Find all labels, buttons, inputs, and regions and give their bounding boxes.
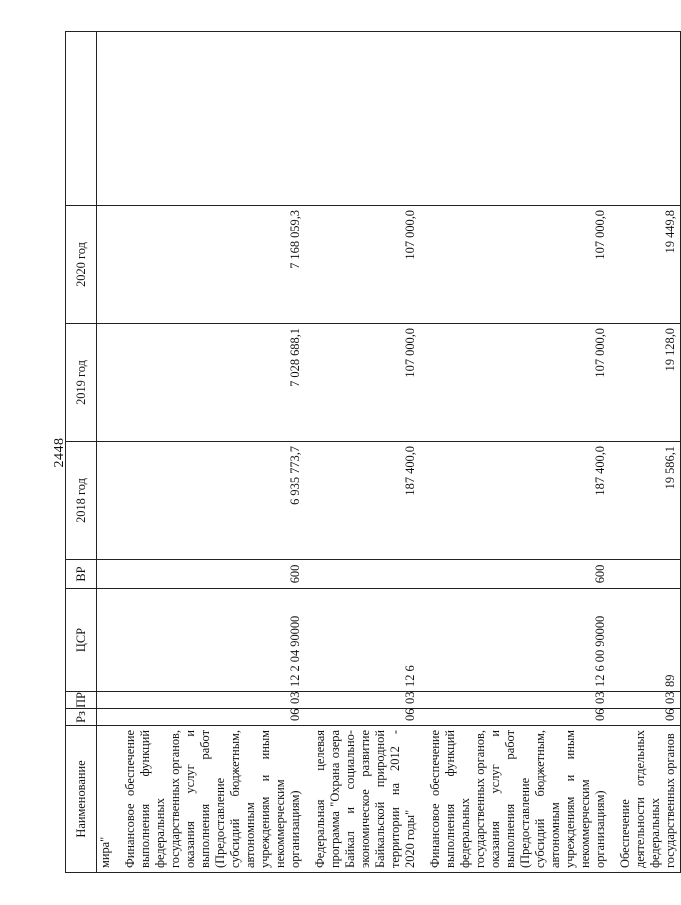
row-csr xyxy=(97,589,116,692)
row-2019 xyxy=(97,324,116,442)
header-csr: ЦСР xyxy=(66,589,97,692)
row-2020: 107 000,0 xyxy=(426,206,610,324)
row-name: Федеральная целевая программа "Охрана озера Байкал и социально-экономическое развитие Байкальской природной территории на 2012 - 2020 годы" xyxy=(311,726,420,873)
row-2019: 19 128,0 xyxy=(616,324,681,442)
table-row xyxy=(121,32,305,873)
row-spacer xyxy=(426,32,610,206)
row-2019: 107 000,0 xyxy=(311,324,420,442)
header-pr: ПР xyxy=(66,692,97,709)
row-vr xyxy=(616,560,681,589)
header-vr: ВР xyxy=(66,560,97,589)
row-2018: 19 586,1 xyxy=(616,442,681,560)
table-row xyxy=(426,32,610,873)
row-2020: 7 168 059,3 xyxy=(121,206,305,324)
row-rz: 06 xyxy=(426,709,610,726)
row-pr xyxy=(97,692,116,709)
row-pr: 03 xyxy=(616,692,681,709)
row-pr: 03 xyxy=(121,692,305,709)
header-2020: 2020 год xyxy=(66,206,97,324)
header-rz: Рз xyxy=(66,709,97,726)
row-rz: 06 xyxy=(616,709,681,726)
header-spacer xyxy=(66,32,97,206)
row-rz: 06 xyxy=(121,709,305,726)
row-vr: 600 xyxy=(121,560,305,589)
header-2019: 2019 год xyxy=(66,324,97,442)
row-name: Финансовое обеспечение выполнения функций федеральных государственных органов, оказания услуг и выполнения работ (Предоставление субсидий бюджетным, автономным учреждениям и иным некоммерческим организациям) xyxy=(121,726,305,873)
table-row xyxy=(97,32,116,873)
row-2020: 19 449,8 xyxy=(616,206,681,324)
row-spacer xyxy=(311,32,420,206)
row-2018 xyxy=(97,442,116,560)
row-spacer xyxy=(97,32,116,206)
row-vr xyxy=(97,560,116,589)
table-header-row xyxy=(66,32,97,873)
row-2020 xyxy=(97,206,116,324)
row-csr: 89 xyxy=(616,589,681,692)
row-2018: 187 400,0 xyxy=(426,442,610,560)
row-pr: 03 xyxy=(426,692,610,709)
header-2018: 2018 год xyxy=(66,442,97,560)
row-vr xyxy=(311,560,420,589)
row-2018: 6 935 773,7 xyxy=(121,442,305,560)
row-name: Финансовое обеспечение выполнения функций федеральных государственных органов, оказания услуг и выполнения работ (Предоставление субсидий бюджетным, автономным учреждениям и иным некоммерческим организациям) xyxy=(426,726,610,873)
row-spacer xyxy=(121,32,305,206)
header-name: Наименование xyxy=(66,726,97,873)
row-name: мира" xyxy=(97,726,116,873)
budget-table xyxy=(65,31,681,873)
row-2018: 187 400,0 xyxy=(311,442,420,560)
row-spacer xyxy=(616,32,681,206)
table-row xyxy=(311,32,420,873)
table-row xyxy=(616,32,681,873)
row-vr: 600 xyxy=(426,560,610,589)
row-2020: 107 000,0 xyxy=(311,206,420,324)
row-csr: 12 2 04 90000 xyxy=(121,589,305,692)
row-csr: 12 6 xyxy=(311,589,420,692)
page-number: 2448 xyxy=(52,437,67,468)
row-csr: 12 6 00 90000 xyxy=(426,589,610,692)
row-rz: 06 xyxy=(311,709,420,726)
row-rz xyxy=(97,709,116,726)
row-name: Обеспечение деятельности отдельных федеральных государственных органов xyxy=(616,726,681,873)
row-2019: 107 000,0 xyxy=(426,324,610,442)
row-pr: 03 xyxy=(311,692,420,709)
row-2019: 7 028 688,1 xyxy=(121,324,305,442)
